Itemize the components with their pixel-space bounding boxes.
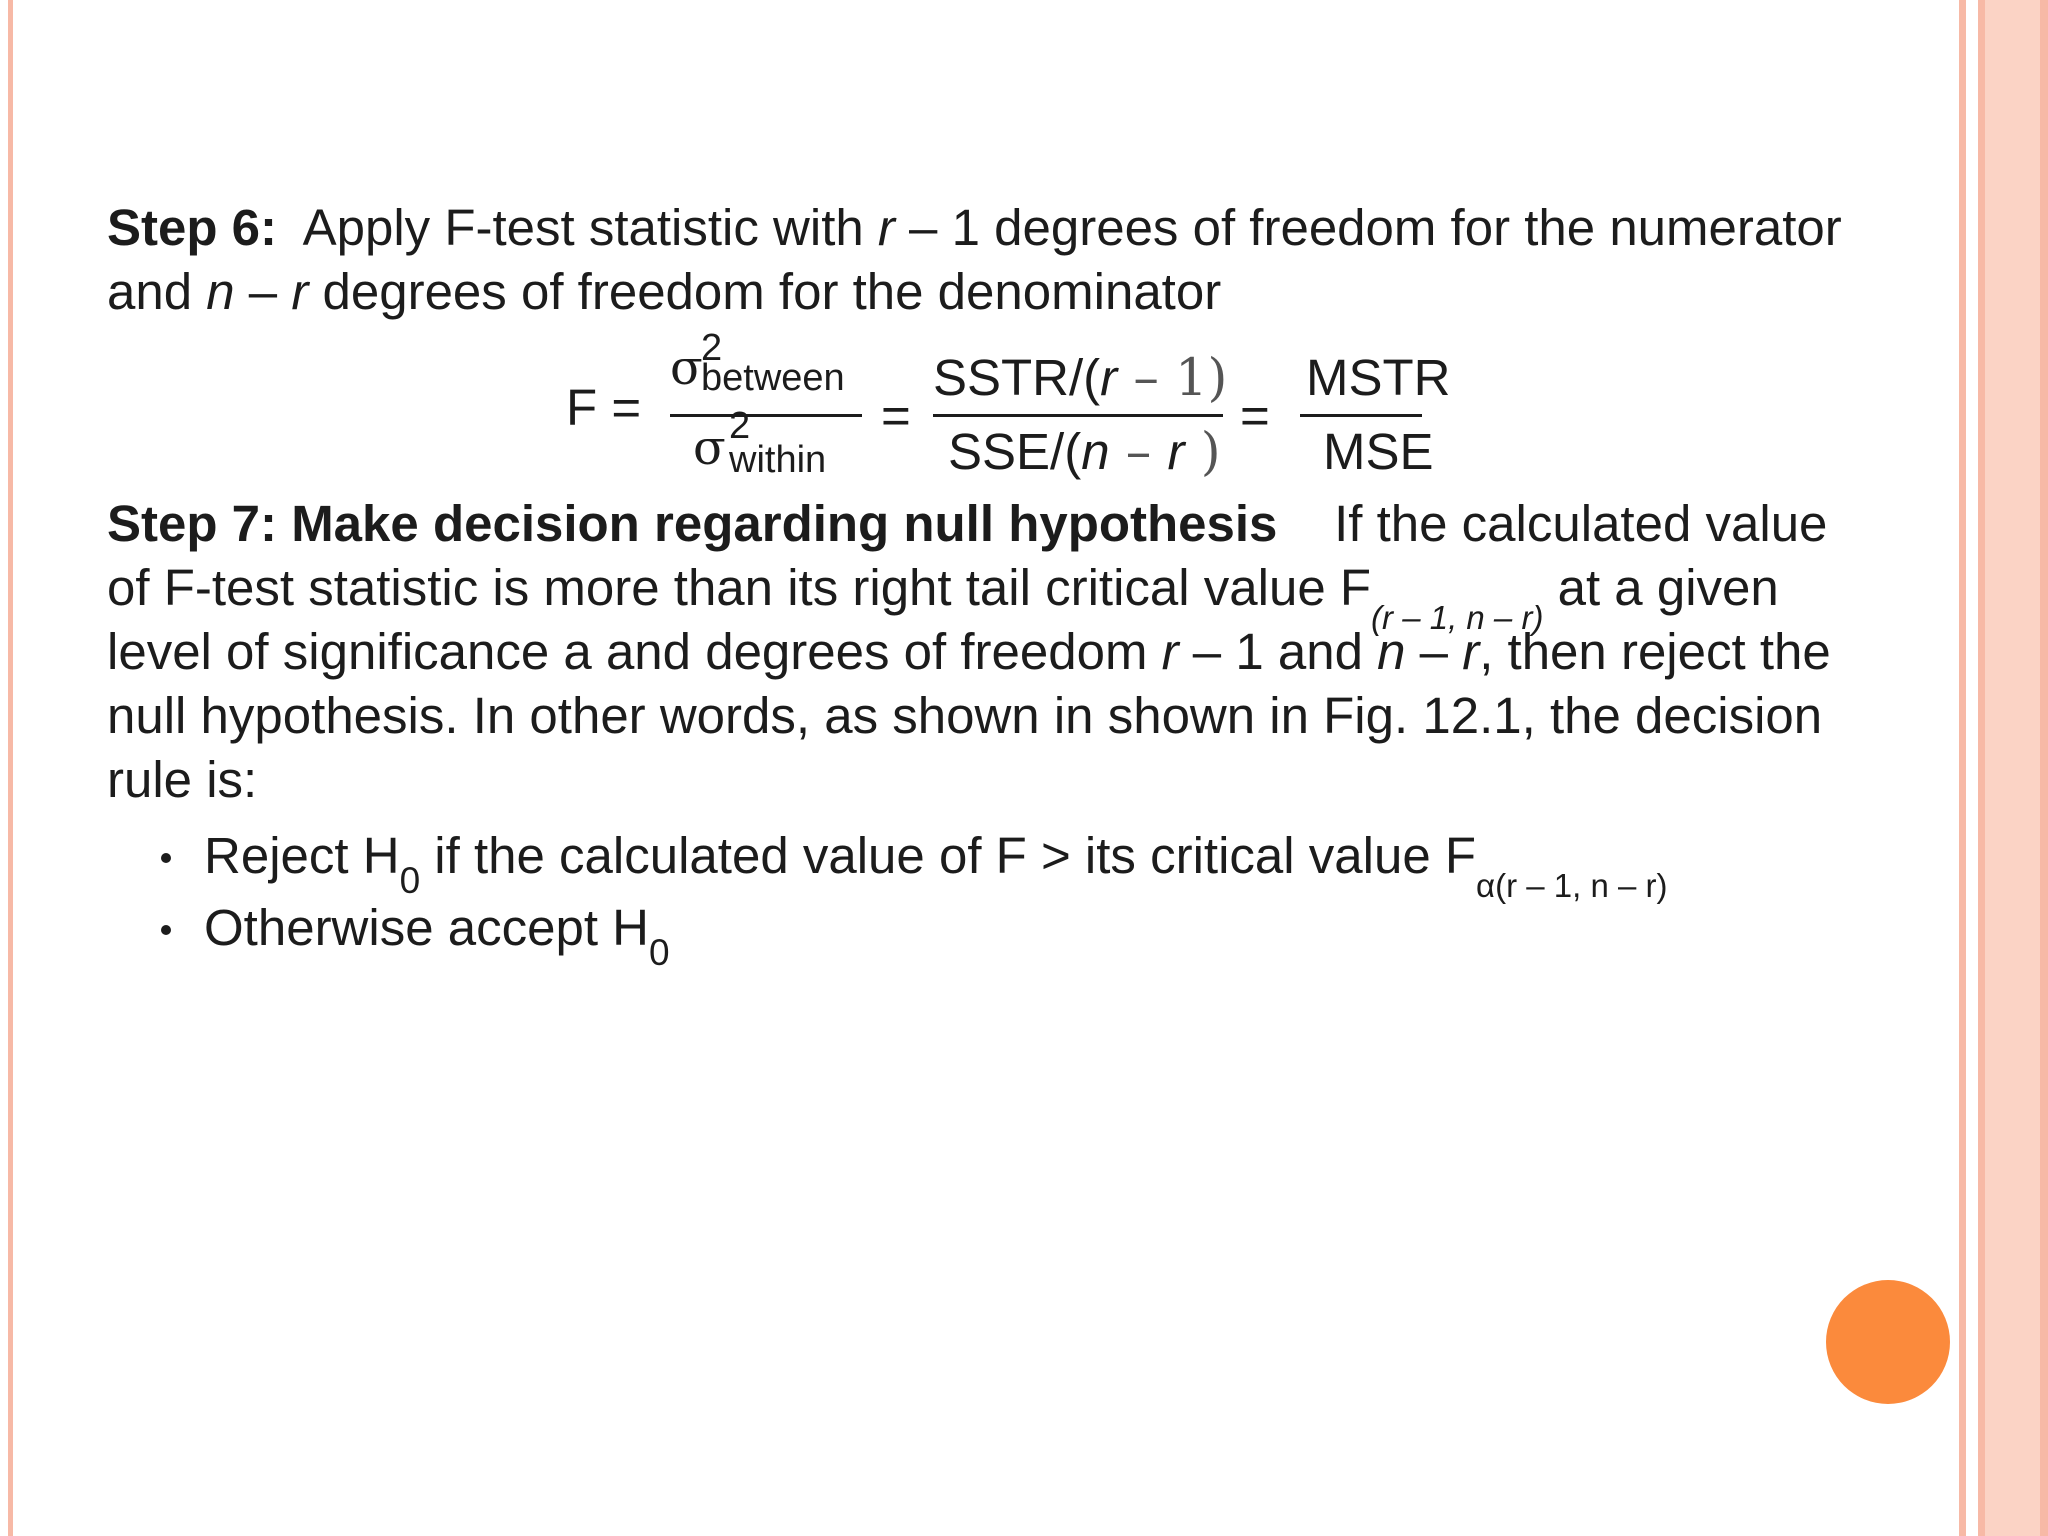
var-n: n xyxy=(206,263,235,320)
alpha-critical-subscript: α(r – 1, n – r) xyxy=(1476,867,1668,904)
bullet-text: if the calculated value of F > its critical value F xyxy=(420,827,1477,884)
slide-content xyxy=(107,196,1929,973)
var-r: r xyxy=(1167,423,1185,480)
var-n: n xyxy=(1377,623,1406,680)
sstr-text: SSTR/( xyxy=(933,349,1101,406)
step7-text: rule is: xyxy=(107,751,258,808)
sigma-symbol: σ xyxy=(693,420,726,476)
slide-frame-right-band xyxy=(1985,0,2048,1536)
step7-text: of F-test statistic is more than its right tail critical value F xyxy=(107,559,1372,616)
fraction-numerator xyxy=(933,346,1227,411)
step6-text: degrees of freedom for the denominator xyxy=(308,263,1222,320)
list-item xyxy=(107,820,1929,904)
superscript-2: 2 xyxy=(701,327,723,369)
var-r: r xyxy=(1462,623,1480,680)
step7-text: at a given xyxy=(1543,559,1779,616)
slide-frame-right-line xyxy=(1959,0,1966,1536)
fraction-bar xyxy=(1300,414,1422,417)
step6-text: and xyxy=(107,263,207,320)
subscript-within: within xyxy=(729,439,827,481)
var-n: n xyxy=(1081,423,1110,480)
subscript-between: between xyxy=(701,357,845,399)
f-statistic-formula xyxy=(107,324,1929,492)
mstr-numerator: MSTR xyxy=(1306,349,1451,406)
var-r: r xyxy=(877,199,895,256)
bullet-icon xyxy=(161,853,171,863)
subscript-zero: 0 xyxy=(649,932,670,973)
minus-sign: – xyxy=(1109,423,1168,482)
var-r: r xyxy=(1161,623,1179,680)
step6-label: Step 6: xyxy=(107,199,278,256)
sse-text: SSE/( xyxy=(948,423,1082,480)
sigma-symbol: σ xyxy=(670,340,703,396)
bullet-text: Otherwise accept H xyxy=(204,899,650,956)
var-r: r xyxy=(291,263,309,320)
var-r: r xyxy=(1100,349,1118,406)
step7-text: If the calculated value xyxy=(1334,495,1828,552)
step7-text: null hypothesis. In other words, as shown in shown in Fig. 12.1, the decision xyxy=(107,687,1823,744)
step6-text: – xyxy=(234,263,292,320)
step6-paragraph xyxy=(107,196,1929,324)
bullet-text: Reject H xyxy=(204,827,400,884)
equals-sign: = xyxy=(1240,387,1270,444)
slide-frame-right-line-outer xyxy=(1978,0,1985,1536)
list-item xyxy=(107,892,1929,973)
bullet-icon xyxy=(161,925,171,935)
step7-text: , then reject the xyxy=(1479,623,1831,680)
superscript-2: 2 xyxy=(729,405,751,447)
step7-text: level of significance a and degrees of freedom xyxy=(107,623,1162,680)
step6-text: – 1 degrees of freedom for the numerator xyxy=(894,199,1842,256)
close-paren: ) xyxy=(1184,423,1221,482)
equals-sign: = xyxy=(881,387,911,444)
decision-rule-list xyxy=(107,820,1929,973)
fraction-denominator xyxy=(948,420,1221,485)
f-equals: F = xyxy=(566,379,642,436)
slide-frame-left xyxy=(8,0,13,1536)
mse-denominator: MSE xyxy=(1323,423,1434,480)
step7-label: Step 7: Make decision regarding null hypothesis xyxy=(107,495,1278,552)
fraction-bar xyxy=(933,414,1223,417)
minus-one: – 1) xyxy=(1117,349,1228,408)
subscript-zero: 0 xyxy=(399,860,421,901)
slide-frame-right-edge xyxy=(2040,0,2048,1536)
decorative-orange-circle xyxy=(1826,1280,1950,1404)
step7-text: – 1 and xyxy=(1178,623,1378,680)
step7-paragraph xyxy=(107,492,1929,812)
step6-text: Apply F-test statistic with xyxy=(302,199,878,256)
critical-value-subscript: (r – 1, n – r) xyxy=(1371,599,1544,636)
step7-text: – xyxy=(1405,623,1463,680)
